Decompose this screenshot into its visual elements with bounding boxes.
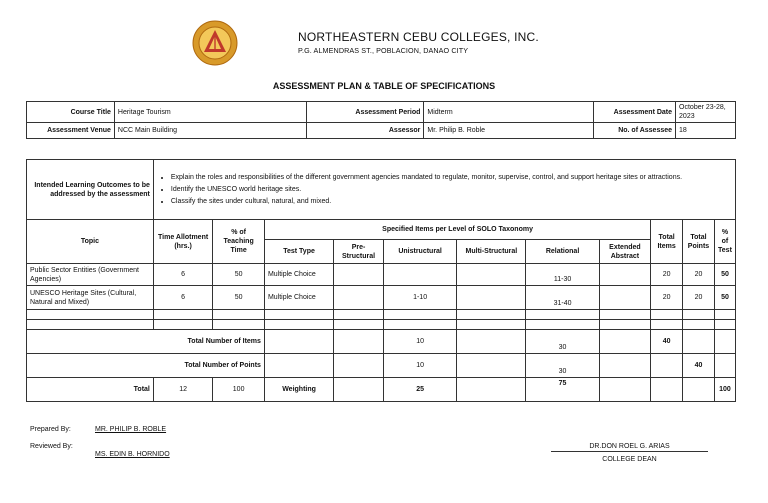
total-pct: 100	[213, 378, 265, 402]
total-items-uni: 10	[383, 330, 456, 354]
ext-cell	[599, 264, 651, 286]
empty-row	[27, 320, 736, 330]
total-points-all: 40	[683, 354, 715, 378]
pct-cell: 50	[213, 286, 265, 310]
rel-cell: 11-30	[526, 264, 599, 286]
specifications-table	[26, 159, 736, 402]
header-test-type: Test Type	[264, 240, 333, 264]
header-pct-test: % of Test	[714, 220, 735, 264]
assessment-info-table	[26, 101, 736, 139]
total-label: Total	[27, 378, 154, 402]
period-label: Assessment Period	[306, 102, 424, 123]
period-value: Midterm	[424, 102, 594, 123]
venue-label: Assessment Venue	[27, 123, 115, 139]
total-points-row	[27, 354, 736, 378]
header-pre-structural: Pre-Structural	[334, 240, 384, 264]
pct-cell: 50	[213, 264, 265, 286]
items-cell: 20	[651, 264, 683, 286]
total-row	[27, 378, 736, 402]
date-label: Assessment Date	[594, 102, 676, 123]
venue-value: NCC Main Building	[114, 123, 306, 139]
rel-cell: 31-40	[526, 286, 599, 310]
test-pct-cell: 50	[714, 264, 735, 286]
header-pct-teaching: % of Teaching Time	[213, 220, 265, 264]
total-time: 12	[153, 378, 212, 402]
total-points-label: Total Number of Points	[27, 354, 265, 378]
college-seal-icon	[192, 20, 238, 66]
dean-title: COLLEGE DEAN	[602, 456, 657, 463]
header-relational: Relational	[526, 240, 599, 264]
uni-cell	[383, 264, 456, 286]
points-cell: 20	[683, 264, 715, 286]
table-row	[27, 286, 736, 310]
time-cell: 6	[153, 286, 212, 310]
header-unistructural: Unistructural	[383, 240, 456, 264]
header-multi-structural: Multi-Structural	[457, 240, 526, 264]
ilo-item: • Identify the UNESCO world heritage sites.	[171, 184, 732, 196]
total-items-label: Total Number of Items	[27, 330, 265, 354]
points-cell: 20	[683, 286, 715, 310]
course-title-value: Heritage Tourism	[114, 102, 306, 123]
header-total-points: Total Points	[683, 220, 715, 264]
dean-signature-line	[551, 451, 708, 452]
document-title: ASSESSMENT PLAN & TABLE OF SPECIFICATIONS	[272, 81, 496, 91]
dean-name: DR.DON ROEL G. ARIAS	[589, 443, 670, 450]
date-value: October 23-28, 2023	[676, 102, 736, 123]
ext-cell	[599, 286, 651, 310]
total-points-uni: 10	[383, 354, 456, 378]
assessor-value: Mr. Philip B. Roble	[424, 123, 594, 139]
prepared-by-name: MR. PHILIP B. ROBLE	[95, 426, 167, 433]
assessee-label: No. of Assessee	[594, 123, 676, 139]
items-cell: 20	[651, 286, 683, 310]
weighting-label: Weighting	[264, 378, 333, 402]
course-title-label: Course Title	[27, 102, 115, 123]
header-time-allotment: Time Allotment (hrs.)	[153, 220, 212, 264]
assessee-value: 18	[676, 123, 736, 139]
total-points-rel: 30	[526, 354, 599, 378]
total-items-row	[27, 330, 736, 354]
pre-cell	[334, 264, 384, 286]
total-items-all: 40	[651, 330, 683, 354]
topic-cell: Public Sector Entities (Government Agencies)	[27, 264, 154, 286]
reviewed-by-label: Reviewed By:	[30, 443, 73, 450]
ilo-list	[153, 160, 735, 220]
pre-cell	[334, 286, 384, 310]
school-name: NORTHEASTERN CEBU COLLEGES, INC.	[298, 30, 539, 44]
total-test: 100	[714, 378, 735, 402]
multi-cell	[457, 286, 526, 310]
ilo-item: • Classify the sites under cultural, natural, and mixed.	[171, 196, 732, 208]
weighting-uni: 25	[383, 378, 456, 402]
weighting-rel: 75	[526, 378, 599, 402]
header-topic: Topic	[27, 220, 154, 264]
test-type-cell: Multiple Choice	[264, 286, 333, 310]
multi-cell	[457, 264, 526, 286]
table-row	[27, 264, 736, 286]
topic-cell: UNESCO Heritage Sites (Cultural, Natural and Mixed)	[27, 286, 154, 310]
header-total-items: Total Items	[651, 220, 683, 264]
time-cell: 6	[153, 264, 212, 286]
total-items-rel: 30	[526, 330, 599, 354]
test-pct-cell: 50	[714, 286, 735, 310]
header-extended-abstract: Extended Abstract	[599, 240, 651, 264]
empty-row	[27, 310, 736, 320]
header-solo: Specified Items per Level of SOLO Taxonomy	[264, 220, 650, 240]
reviewed-by-name: MS. EDIN B. HORNIDO	[95, 451, 170, 458]
prepared-by-label: Prepared By:	[30, 426, 71, 433]
uni-cell: 1-10	[383, 286, 456, 310]
school-address: P.G. ALMENDRAS ST., POBLACION, DANAO CITY	[298, 46, 469, 55]
assessor-label: Assessor	[306, 123, 424, 139]
test-type-cell: Multiple Choice	[264, 264, 333, 286]
ilo-label: Intended Learning Outcomes to be addressed by the assessment	[27, 160, 154, 220]
ilo-item: • Explain the roles and responsibilities of the different government agencies mandated to regulate, monitor, supervise, control, and support heritage sites or attractions.	[171, 172, 732, 184]
